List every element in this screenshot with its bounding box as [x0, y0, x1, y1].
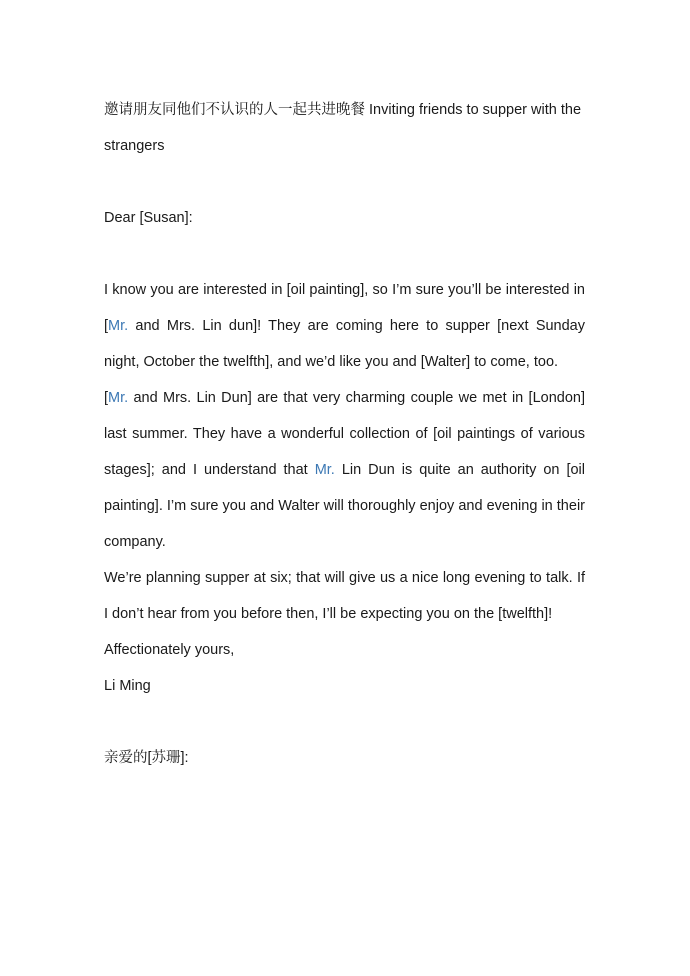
paragraph-2	[104, 380, 585, 560]
paragraph-2-text-c: Lin Dun is quite an authority on [oil painting]. I’m sure you and Walter will thoroughly enjoy and evening in their company.	[104, 462, 586, 550]
paragraph-3: We’re planning supper at six; that will give us a nice long evening to talk. If I don’t hear from you before then, I’ll be expecting you on the [twelfth]!	[104, 570, 585, 622]
mr-link[interactable]: Mr.	[108, 390, 129, 406]
paragraph-2-text-b: and Mrs. Lin Dun] are that very charming couple we met in [London] last summer. They have a wonderful collection of [oil paintings of various stages]; and I understand that	[104, 390, 585, 478]
salutation: Dear [Susan]:	[104, 210, 193, 226]
blank-line	[104, 704, 585, 740]
chinese-salutation: 亲爱的[苏珊]:	[104, 750, 189, 766]
document-body	[104, 92, 585, 776]
document-title: 邀请朋友同他们不认识的人一起共进晚餐 Inviting friends to supper with the strangers	[104, 102, 582, 154]
paragraph-1-text-a: I know you are interested in [oil painting], so I’m sure you’ll be interested in [	[104, 282, 585, 334]
mr-link[interactable]: Mr.	[314, 462, 335, 478]
signature: Li Ming	[104, 678, 151, 694]
paragraph-1	[104, 272, 585, 380]
blank-line	[104, 236, 585, 272]
blank-line	[104, 164, 585, 200]
paragraph-1-text-b: and Mrs. Lin dun]! They are coming here to supper [next Sunday night, October the twelfth], and we’d like you and [Walter] to come, too.	[104, 318, 585, 370]
paragraph-2-text-a: [	[104, 390, 109, 406]
closing: Affectionately yours,	[104, 642, 235, 658]
mr-link[interactable]: Mr.	[108, 318, 129, 334]
